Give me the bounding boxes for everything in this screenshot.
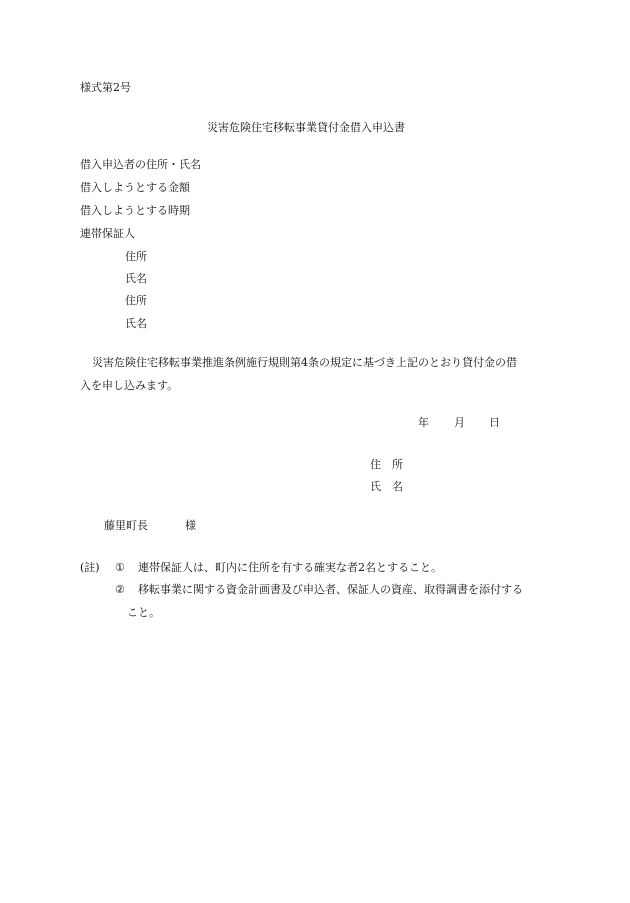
field-loan-amount: 借入しようとする金額 (80, 181, 190, 194)
notes-label: (註) (80, 561, 100, 574)
body-text-line-2: 入を申し込みます。 (80, 379, 179, 392)
note-1-text: 連帯保証人は、町内に住所を有する確実な者2名とすること。 (138, 561, 442, 574)
date-month: 月 (454, 416, 465, 429)
field-guarantor-2-address: 住所 (125, 294, 147, 307)
date-year: 年 (418, 416, 429, 429)
field-applicant-address-name: 借入申込者の住所・氏名 (80, 158, 201, 171)
field-guarantor-2-name: 氏名 (125, 317, 147, 330)
signer-address-label: 住 所 (370, 458, 403, 471)
addressee-honorific: 様 (185, 519, 196, 532)
field-guarantor: 連帯保証人 (80, 227, 135, 240)
field-guarantor-1-address: 住所 (125, 250, 147, 263)
body-text-line-1: 災害危険住宅移転事業推進条例施行規則第4条の規定に基づき上記のとおり貸付金の借 (92, 356, 517, 369)
date-day: 日 (489, 416, 500, 429)
addressee-office: 藤里町長 (104, 519, 148, 532)
field-loan-period: 借入しようとする時期 (80, 204, 190, 217)
field-guarantor-1-name: 氏名 (125, 272, 147, 285)
note-2-text-line-2: こと。 (127, 606, 160, 619)
document-title: 災害危険住宅移転事業貸付金借入申込書 (207, 121, 405, 134)
note-1-marker: ① (115, 561, 125, 574)
form-number: 様式第2号 (80, 81, 131, 94)
note-2-text-line-1: 移転事業に関する資金計画書及び申込者、保証人の資産、取得調書を添付する (138, 583, 523, 596)
note-2-marker: ② (115, 583, 125, 596)
signer-name-label: 氏 名 (370, 480, 403, 493)
